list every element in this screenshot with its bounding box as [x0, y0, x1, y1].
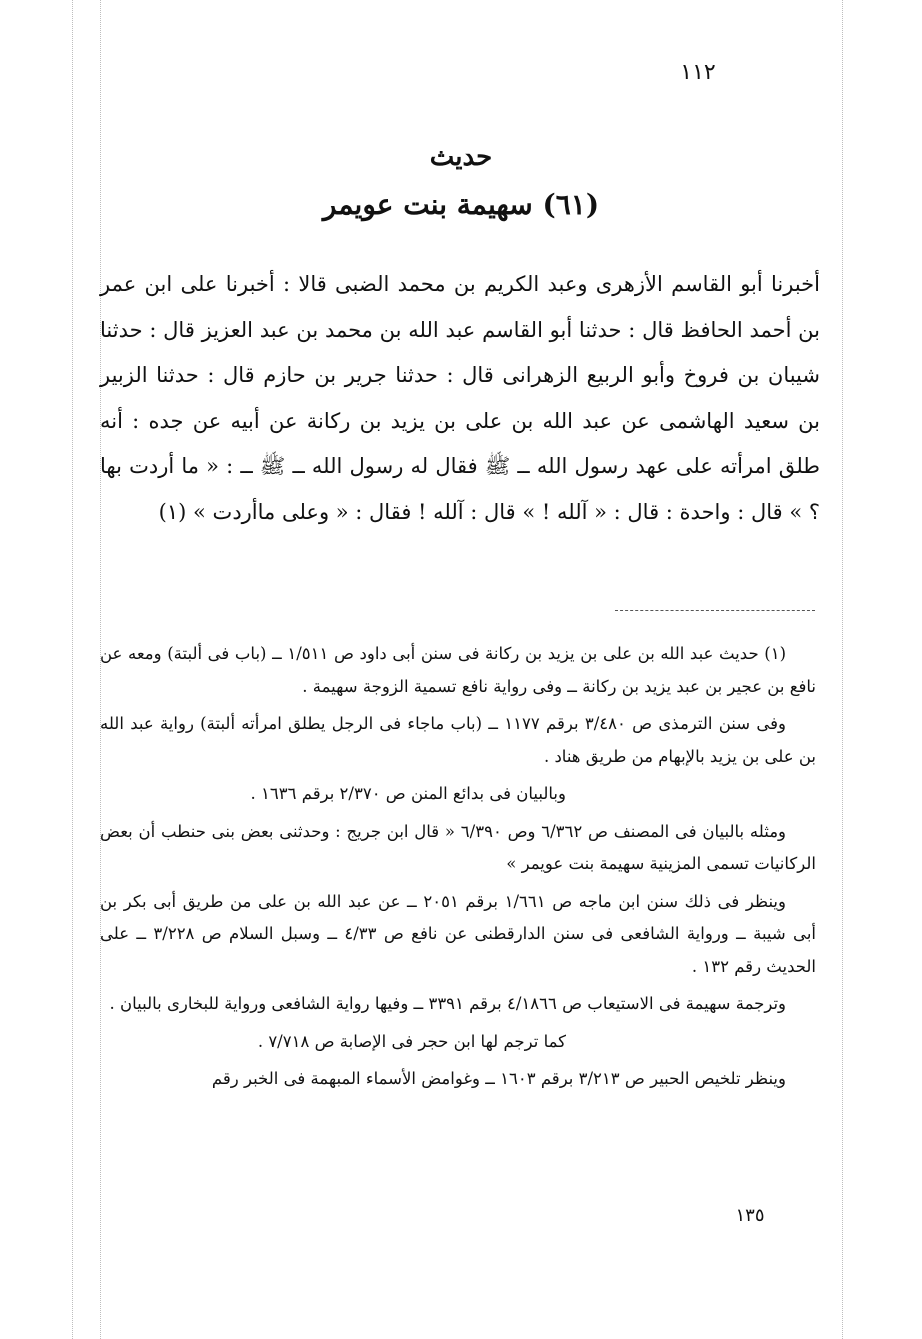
footnote-paragraph: ومثله بالبيان فى المصنف ص ٦/٣٦٢ وص ٦/٣٩٠ « قال ابن جريج : وحدثنى بعض بنى حنطب أن بعض الركانيات تسمى المزينية سهيمة بنت عويمر »	[100, 821, 816, 873]
section-heading: حديث	[429, 142, 493, 172]
hadith-title: (٦١) سهيمة بنت عويمر	[322, 188, 600, 221]
footnote-paragraph: وينظر فى ذلك سنن ابن ماجه ص ١/٦٦١ برقم ٢٠٥١ ــ عن عبد الله بن على من طريق أبى بكر بن أبى شيبة ــ ورواية الشافعى فى سنن الدارقطنى عن نافع ص ٤/٣٣ ــ وسبل السلام ص ٣/٢٢٨ ــ على الحديث رقم ١٣٢ .	[100, 891, 816, 976]
hadith-paragraph: أخبرنا أبو القاسم الأزهرى وعبد الكريم بن محمد الضبى قالا : أخبرنا على ابن عمر بن أحمد الحافظ قال : حدثنا أبو القاسم عبد الله بن محمد بن عبد العزيز قال : حدثنا شيبان بن فروخ وأبو الربيع الزهرانى قال : حدثنا جرير بن حازم قال : حدثنا الزبير بن سعيد الهاشمى عن عبد الله بن على بن يزيد بن ركانة عن أبيه عن جده : أنه طلق امرأته على عهد رسول الله ــ ﷺ فقال له رسول الله ــ ﷺ ــ : « ما أردت بها ؟ » قال : واحدة : قال : « آلله ! » قال : آلله ! فقال : « وعلى ماأردت » (١)	[100, 272, 820, 524]
footnotes	[100, 638, 816, 1101]
footnote-paragraph: وينظر تلخيص الحبير ص ٣/٢١٣ برقم ١٦٠٣ ــ وغوامض الأسماء المبهمة فى الخبر رقم	[211, 1069, 786, 1088]
footnote-paragraph: (١) حديث عبد الله بن على بن يزيد بن ركانة فى سنن أبى داود ص ١/٥١١ ــ (باب فى ألبتة) ومعه عن نافع بن عجير بن عبد يزيد بن ركانة ــ وفى رواية نافع تسمية الزوجة سهيمة .	[100, 644, 816, 696]
footnote-paragraph: وترجمة سهيمة فى الاستيعاب ص ٤/١٨٦٦ برقم ٣٣٩١ ــ وفيها رواية الشافعى ورواية للبخارى بالبيان .	[109, 994, 786, 1013]
footnote-paragraph: وفى سنن الترمذى ص ٣/٤٨٠ برقم ١١٧٧ ــ (باب ماجاء فى الرجل يطلق امرأته ألبتة) رواية عبد الله بن على بن يزيد بالإبهام من طريق هناد .	[100, 714, 816, 766]
hadith-text	[100, 262, 820, 535]
footnote-separator	[615, 610, 815, 611]
page-number-bottom: ١٣٥	[735, 1205, 765, 1226]
footnote-paragraph: كما ترجم لها ابن حجر فى الإصابة ص ٧/٧١٨ .	[257, 1031, 566, 1051]
page-number-top: ١١٢	[680, 60, 716, 85]
footnote-paragraph: وبالبيان فى بدائع المنن ص ٢/٣٧٠ برقم ١٦٣٦ .	[250, 784, 566, 803]
